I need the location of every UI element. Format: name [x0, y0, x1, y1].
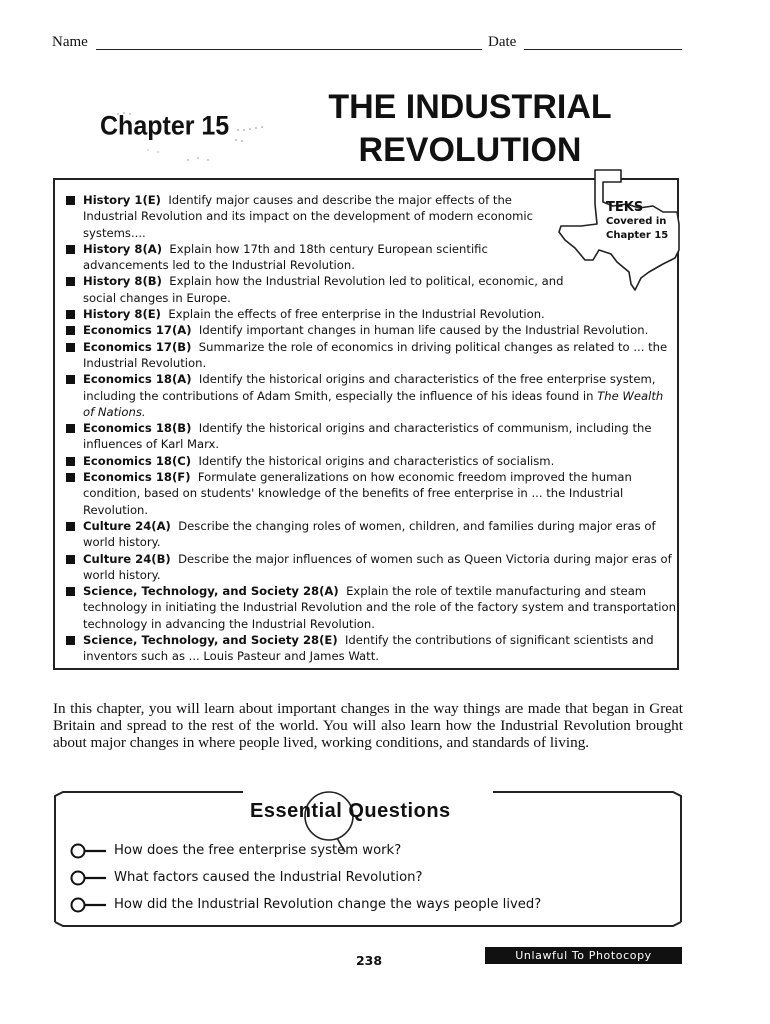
page-number: 238: [355, 953, 383, 968]
teks-item: [66, 241, 568, 274]
teks-text: Identify the historical origins and characteristics of socialism.: [198, 453, 555, 468]
teks-italic-title: The Wealth of Nations.: [83, 388, 664, 419]
teks-text: Identify important changes in human life caused by the Industrial Revolution.: [198, 323, 649, 338]
date-blank[interactable]: [524, 49, 682, 50]
bullet-square-icon: [66, 245, 75, 254]
teks-code: Culture 24(A): [83, 518, 171, 533]
teks-badge-line-1: TEKS: [606, 200, 644, 215]
bullet-square-icon: [66, 196, 75, 205]
teks-code: History 8(A): [83, 241, 163, 256]
teks-item: [66, 322, 678, 338]
name-blank[interactable]: [96, 49, 482, 50]
teks-item: [66, 583, 678, 632]
essential-question-text: How does the free enterprise system work?: [114, 843, 402, 858]
teks-text: Describe the changing roles of women, children, and families during major eras of world history.: [83, 518, 656, 550]
teks-text: Identify major causes and describe the major effects of the Industrial Revolution and its impact on the development of modern economic systems....: [83, 193, 533, 240]
teks-item: [66, 518, 678, 551]
teks-item: [66, 632, 678, 665]
name-label: Name: [52, 34, 88, 50]
teks-code: Economics 17(B): [83, 339, 192, 354]
essential-question: [70, 840, 670, 867]
teks-item: [66, 306, 678, 322]
teks-item: [66, 371, 678, 420]
teks-code: Economics 17(A): [83, 323, 192, 338]
teks-item: [66, 273, 588, 306]
name-date-bar: [52, 34, 684, 54]
bullet-square-icon: [66, 375, 75, 384]
teks-text: Explain the role of textile manufacturing and steam technology in initiating the Industrial Revolution and the role of the factory system and transportation technology in advancing the Industrial Revolution.: [83, 584, 676, 631]
teks-item: [66, 453, 678, 469]
bullet-square-icon: [66, 310, 75, 319]
bullet-square-icon: [66, 343, 75, 352]
copyright-notice: Unlawful To Photocopy: [485, 947, 682, 964]
teks-code: History 8(B): [83, 274, 162, 289]
teks-text: Formulate generalizations on how economic freedom improved the human condition, based on students' knowledge of the benefits of free enterprise in ... the Industrial Revolution.: [83, 470, 632, 517]
teks-item: [66, 192, 543, 241]
bullet-square-icon: [66, 457, 75, 466]
essential-question-text: What factors caused the Industrial Revolution?: [114, 870, 423, 885]
teks-text: Explain how the Industrial Revolution led to political, economic, and social changes in Europe.: [83, 274, 564, 305]
teks-list: [66, 192, 678, 665]
teks-code: Economics 18(B): [83, 421, 192, 436]
teks-text: Summarize the role of economics in driving political changes as related to ... the Industrial Revolution.: [83, 339, 668, 370]
teks-code: History 8(E): [83, 307, 161, 322]
teks-code: Culture 24(B): [83, 551, 171, 566]
teks-badge-line-2: Covered in: [606, 216, 667, 227]
teks-code: Economics 18(C): [83, 453, 192, 468]
key-icon: [70, 896, 108, 914]
essential-question: [70, 894, 670, 921]
teks-text: Explain the effects of free enterprise in the Industrial Revolution.: [168, 307, 545, 322]
essential-questions-title: Essential Questions: [250, 800, 451, 822]
key-icon: [70, 842, 108, 860]
essential-questions-list: [70, 840, 670, 921]
bullet-square-icon: [66, 587, 75, 596]
chapter-label: Chapter 15: [100, 110, 230, 142]
title-line-1: THE INDUSTRIAL: [328, 88, 612, 126]
bullet-square-icon: [66, 277, 75, 286]
teks-code: Science, Technology, and Society 28(E): [83, 633, 338, 648]
teks-item: [66, 420, 678, 453]
bullet-square-icon: [66, 424, 75, 433]
teks-item: [66, 551, 678, 584]
essential-question-text: How did the Industrial Revolution change the ways people lived?: [114, 897, 542, 912]
bullet-square-icon: [66, 636, 75, 645]
bullet-square-icon: [66, 473, 75, 482]
bullet-square-icon: [66, 522, 75, 531]
teks-text: Identify the historical origins and characteristics of the free enterprise system, including the contributions of Adam Smith, especially the influence of his ideas found in: [83, 372, 656, 403]
essential-question: [70, 867, 670, 894]
date-label: Date: [488, 34, 517, 50]
teks-text: Identify the contributions of significant scientists and inventors such as ... Louis Pasteur and James Watt.: [83, 633, 654, 664]
teks-item: [66, 339, 678, 372]
teks-code: Economics 18(F): [83, 470, 191, 485]
teks-badge-line-3: Chapter 15: [606, 230, 669, 241]
teks-text: Identify the historical origins and characteristics of communism, including the influences of Karl Marx.: [83, 421, 652, 452]
teks-code: History 1(E): [83, 193, 161, 207]
teks-text: Describe the major influences of women such as Queen Victoria during major eras of world history.: [83, 551, 672, 582]
title-line-2: REVOLUTION: [358, 131, 582, 169]
bullet-square-icon: [66, 326, 75, 335]
teks-code: Economics 18(A): [83, 372, 192, 387]
teks-item: [66, 469, 678, 518]
teks-text: Explain how 17th and 18th century European scientific advancements led to the Industrial Revolution.: [83, 241, 488, 273]
bullet-square-icon: [66, 555, 75, 564]
key-icon: [70, 869, 108, 887]
teks-code: Science, Technology, and Society 28(A): [83, 584, 339, 599]
intro-paragraph: In this chapter, you will learn about important changes in the way things are made that began in Great Britain and spread to the rest of the world. You will also learn how the Industrial Revolution brought about major changes in where people lived, working conditions, and standards of living.: [53, 700, 683, 752]
